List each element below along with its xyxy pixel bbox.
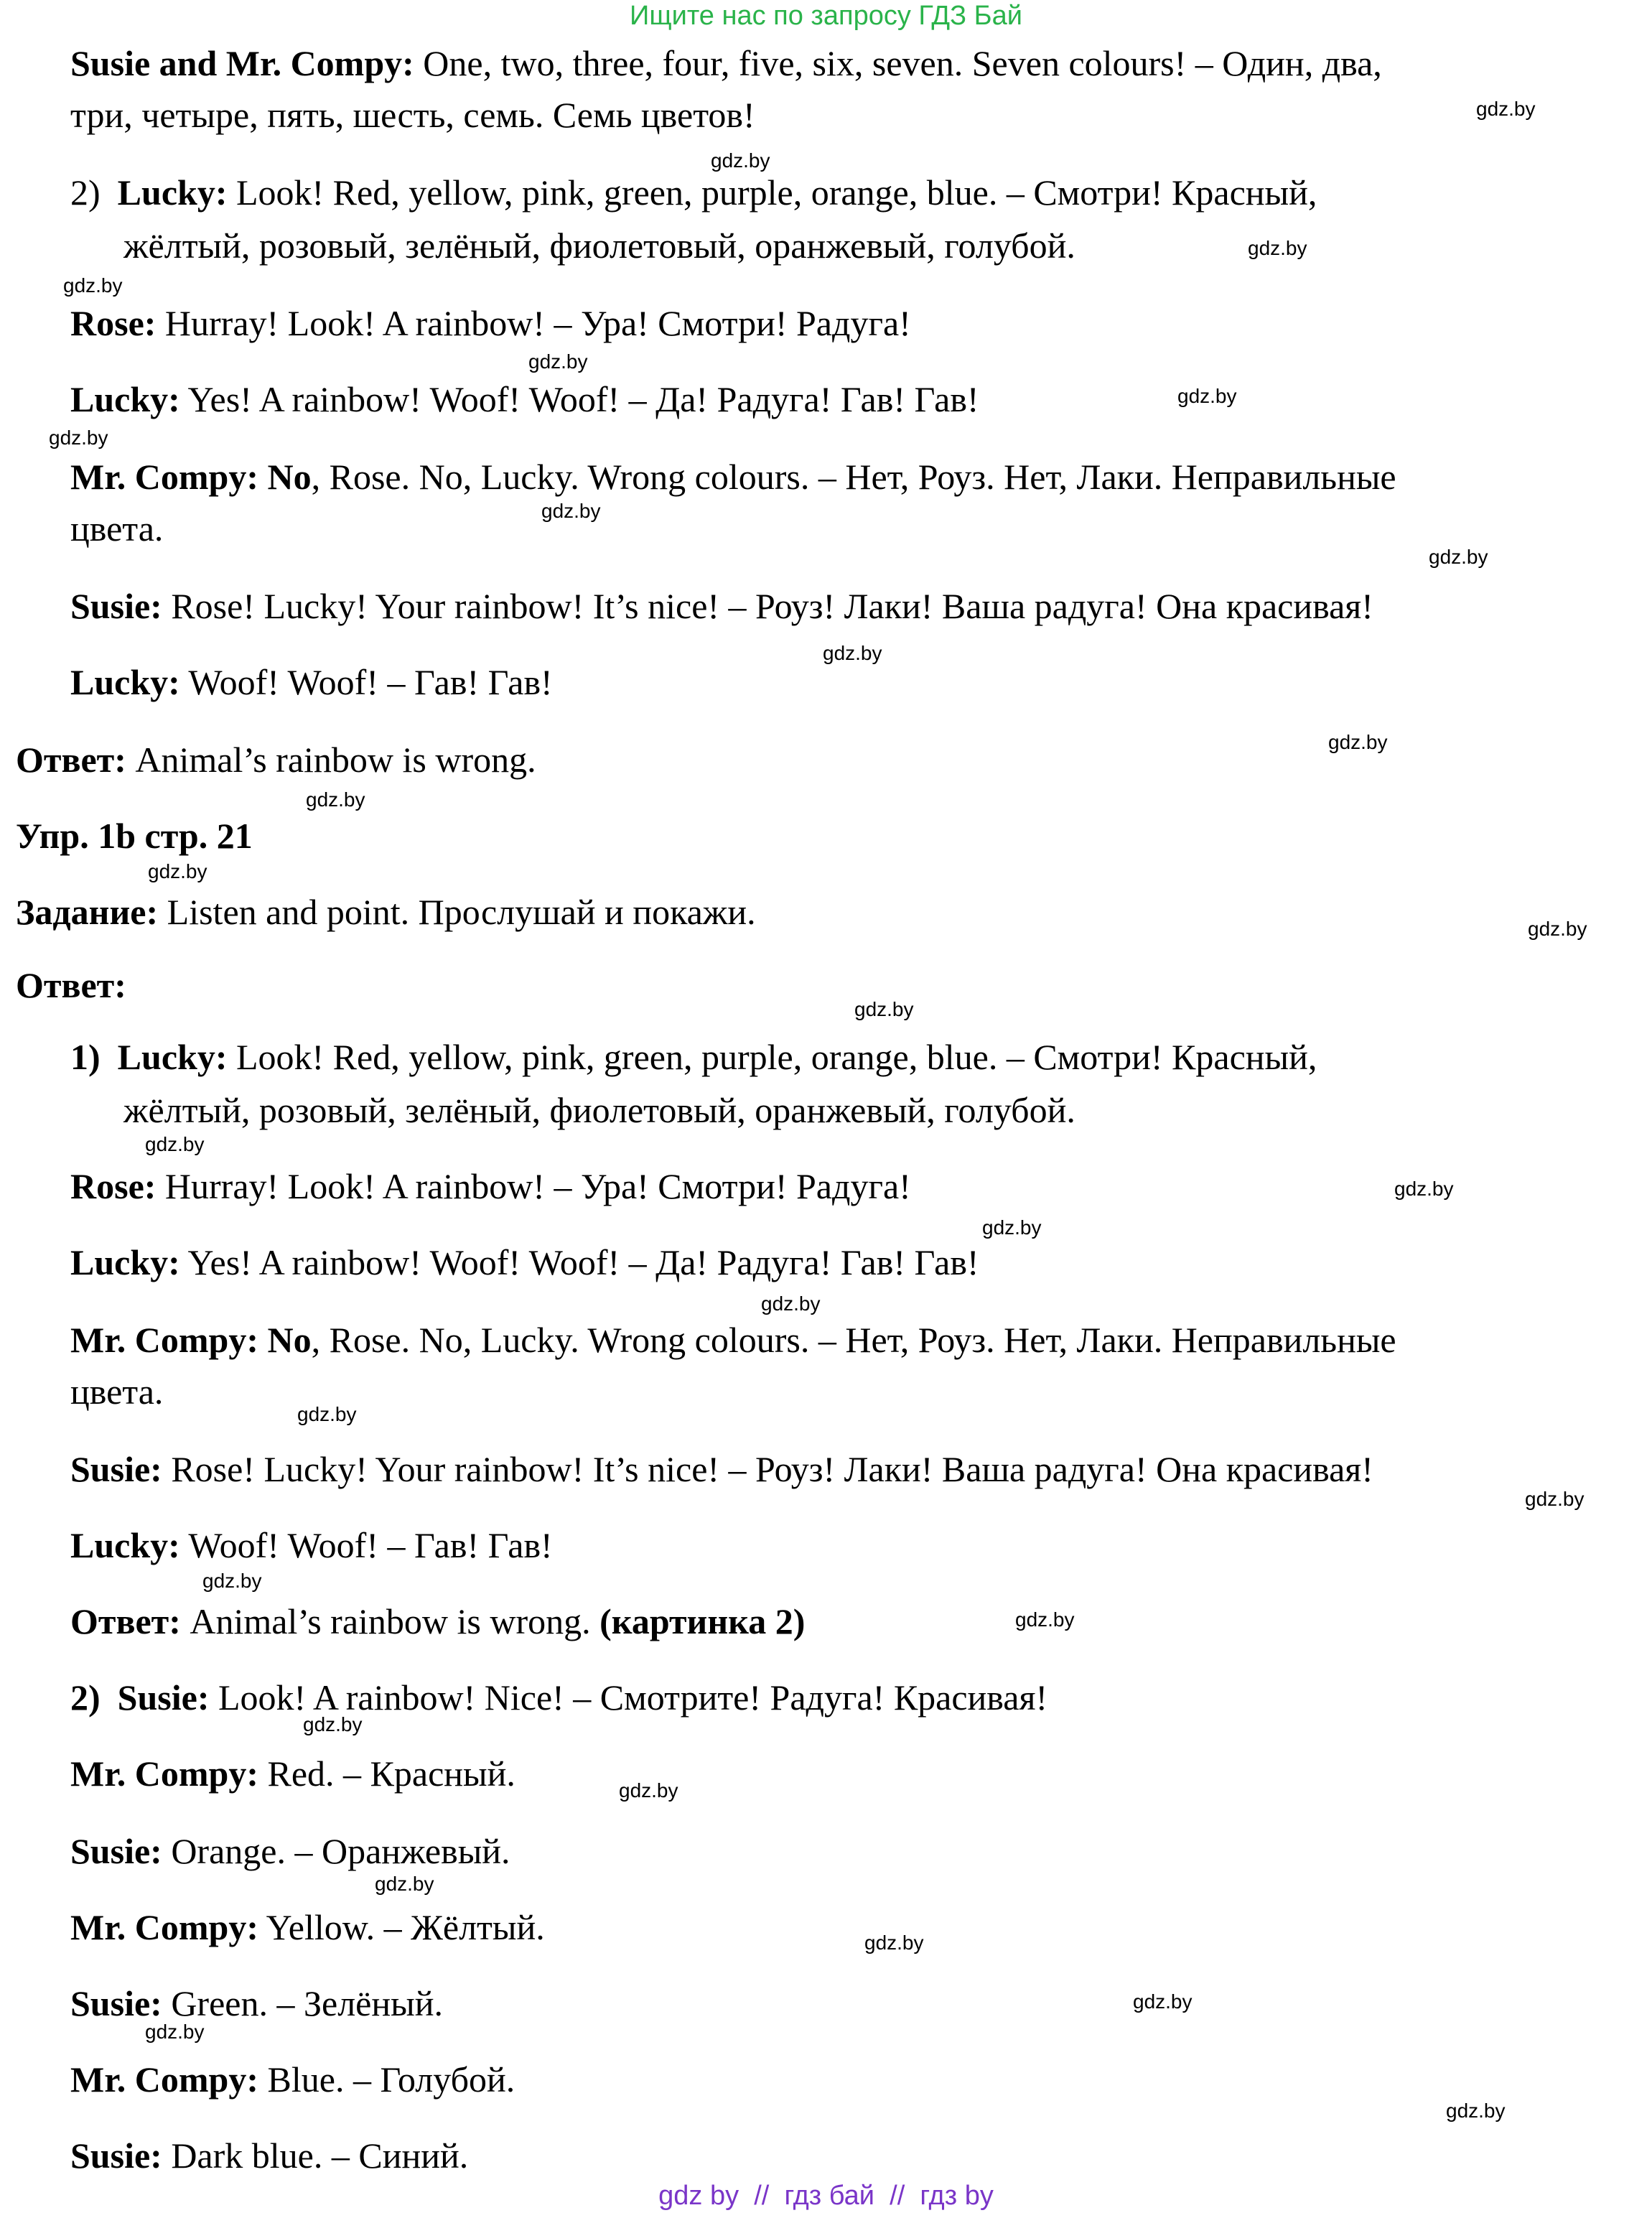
top-banner: Ищите нас по запросу ГДЗ Бай [630,1,1022,31]
dialogue-line [70,1830,510,1873]
speaker: Rose: [70,303,157,343]
dialogue-line [70,42,1382,85]
footer-separator: // [754,2181,770,2211]
line-text: цвета. [70,508,164,549]
watermark: gdz.by [823,642,882,664]
dialogue-line [70,661,553,704]
dialogue-line [70,507,163,550]
dialogue-line [70,1318,1396,1361]
dialogue-line [70,455,1396,498]
dialogue-line [70,378,979,421]
speaker: Lucky: [117,1037,228,1077]
watermark: gdz.by [148,860,207,882]
dialogue-line [123,224,1075,267]
line-text: цвета. [70,1371,164,1412]
answer-text: Animal’s rainbow is wrong. [126,740,536,780]
line-text: Look! Red, yellow, pink, green, purple, orange, blue. – Смотри! Красный, [227,1037,1317,1077]
speaker: Susie and Mr. Compy: [70,43,414,83]
line-text: три, четыре, пять, шесть, семь. Семь цветов! [70,95,755,135]
exercise-title [16,814,253,857]
speaker: Mr. Compy: [70,2059,259,2100]
line-text: Dark blue. – Синий. [162,2135,469,2176]
dialogue-line [70,1035,1317,1078]
watermark: gdz.by [541,500,601,522]
speaker: Mr. Compy: No [70,457,312,497]
line-text: Hurray! Look! A rainbow! – Ура! Смотри! Радуга! [156,303,911,343]
watermark: gdz.by [145,2021,205,2043]
answer-line [16,738,536,781]
watermark: gdz.by [528,350,588,373]
watermark: gdz.by [1328,731,1388,753]
speaker: Mr. Compy: No [70,1320,312,1360]
speaker: Lucky: [70,379,180,419]
line-text: , Rose. No, Lucky. Wrong colours. – Нет, Роуз. Нет, Лаки. Неправильные [311,457,1396,497]
watermark: gdz.by [854,998,914,1020]
item-number: 2) [70,1677,101,1718]
dialogue-line [70,93,755,136]
speaker: Lucky: [70,1242,180,1282]
dialogue-line [70,584,1373,628]
footer-part: гдз by [920,2181,994,2211]
answer-line [70,1600,805,1643]
line-text: Green. – Зелёный. [162,1983,443,2023]
line-text: Red. – Красный. [258,1753,515,1794]
watermark: gdz.by [1429,546,1488,568]
footer-separator: // [890,2181,905,2211]
watermark: gdz.by [711,149,770,172]
watermark: gdz.by [1525,1488,1585,1510]
dialogue-line [70,2134,468,2177]
answer-heading [16,964,126,1007]
speaker: Susie: [70,1983,162,2023]
speaker: Lucky: [117,172,228,213]
watermark: gdz.by [303,1713,363,1735]
watermark: gdz.by [1528,918,1587,940]
picture-ref: (картинка 2) [599,1601,806,1641]
line-text: , Rose. No, Lucky. Wrong colours. – Нет, Роуз. Нет, Лаки. Неправильные [311,1320,1396,1360]
watermark: gdz.by [1015,1608,1075,1631]
watermark: gdz.by [864,1932,924,1954]
watermark: gdz.by [375,1873,434,1895]
speaker: Susie: [70,1449,162,1489]
watermark: gdz.by [63,274,123,297]
task-text: Listen and point. Прослушай и покажи. [158,892,756,932]
speaker: Susie: [117,1677,210,1718]
watermark: gdz.by [1476,98,1536,120]
watermark: gdz.by [1177,385,1237,407]
footer-part: gdz by [658,2181,739,2211]
speaker: Susie: [70,2135,162,2176]
watermark: gdz.by [297,1403,357,1425]
speaker: Susie: [70,586,162,626]
line-text: жёлтый, розовый, зелёный, фиолетовый, оранжевый, голубой. [123,225,1075,266]
line-text: One, two, three, four, five, six, seven. Seven colours! – Один, два, [414,43,1382,83]
watermark: gdz.by [1394,1178,1454,1200]
speaker: Rose: [70,1166,157,1206]
answer-label: Ответ: [16,740,126,780]
dialogue-line [70,1370,163,1413]
answer-text: Animal’s rainbow is wrong. [180,1601,600,1641]
line-text: Rose! Lucky! Your rainbow! It’s nice! – Роуз! Лаки! Ваша радуга! Она красивая! [162,586,1373,626]
line-text: Yes! A rainbow! Woof! Woof! – Да! Радуга! Гав! Гав! [179,379,979,419]
speaker: Lucky: [70,662,180,702]
line-text: жёлтый, розовый, зелёный, фиолетовый, оранжевый, голубой. [123,1090,1075,1130]
bottom-banner [0,2180,1652,2212]
dialogue-line [70,1448,1373,1491]
speaker: Susie: [70,1831,162,1871]
line-text: Woof! Woof! – Гав! Гав! [179,1525,553,1565]
watermark: gdz.by [49,427,108,449]
watermark: gdz.by [982,1216,1042,1239]
speaker: Mr. Compy: [70,1753,259,1794]
watermark: gdz.by [619,1779,678,1802]
speaker: Mr. Compy: [70,1907,259,1947]
line-text: Yes! A rainbow! Woof! Woof! – Да! Радуга! Гав! Гав! [179,1242,979,1282]
footer-part: гдз бай [784,2181,875,2211]
line-text: Look! Red, yellow, pink, green, purple, orange, blue. – Смотри! Красный, [227,172,1317,213]
dialogue-line [70,1241,979,1284]
answer-label: Ответ: [16,965,126,1005]
speaker: Lucky: [70,1525,180,1565]
watermark: gdz.by [202,1570,262,1592]
dialogue-line [70,302,911,345]
exercise-title-text: Упр. 1b стр. 21 [16,816,253,856]
line-text: Rose! Lucky! Your rainbow! It’s nice! – Роуз! Лаки! Ваша радуга! Она красивая! [162,1449,1373,1489]
item-number: 1) [70,1037,101,1077]
dialogue-line [70,1752,515,1795]
task-label: Задание: [16,892,159,932]
dialogue-line [70,1906,545,1949]
line-text: Hurray! Look! A rainbow! – Ура! Смотри! Радуга! [156,1166,911,1206]
dialogue-line [70,1982,443,2025]
item-number: 2) [70,172,101,213]
dialogue-line [70,1676,1047,1719]
watermark: gdz.by [1133,1990,1193,2013]
dialogue-line [70,2058,515,2101]
line-text: Look! A rainbow! Nice! – Смотрите! Радуга! Красивая! [209,1677,1048,1718]
dialogue-line [70,1165,911,1208]
watermark: gdz.by [306,788,365,811]
line-text: Orange. – Оранжевый. [162,1831,510,1871]
watermark: gdz.by [1248,237,1307,259]
watermark: gdz.by [761,1292,821,1315]
answer-label: Ответ: [70,1601,181,1641]
line-text: Blue. – Голубой. [258,2059,515,2100]
task-line [16,890,756,933]
watermark: gdz.by [1446,2100,1506,2122]
watermark: gdz.by [145,1133,205,1155]
dialogue-line [70,171,1317,214]
line-text: Yellow. – Жёлтый. [258,1907,545,1947]
line-text: Woof! Woof! – Гав! Гав! [179,662,553,702]
dialogue-line [123,1089,1075,1132]
dialogue-line [70,1524,553,1567]
